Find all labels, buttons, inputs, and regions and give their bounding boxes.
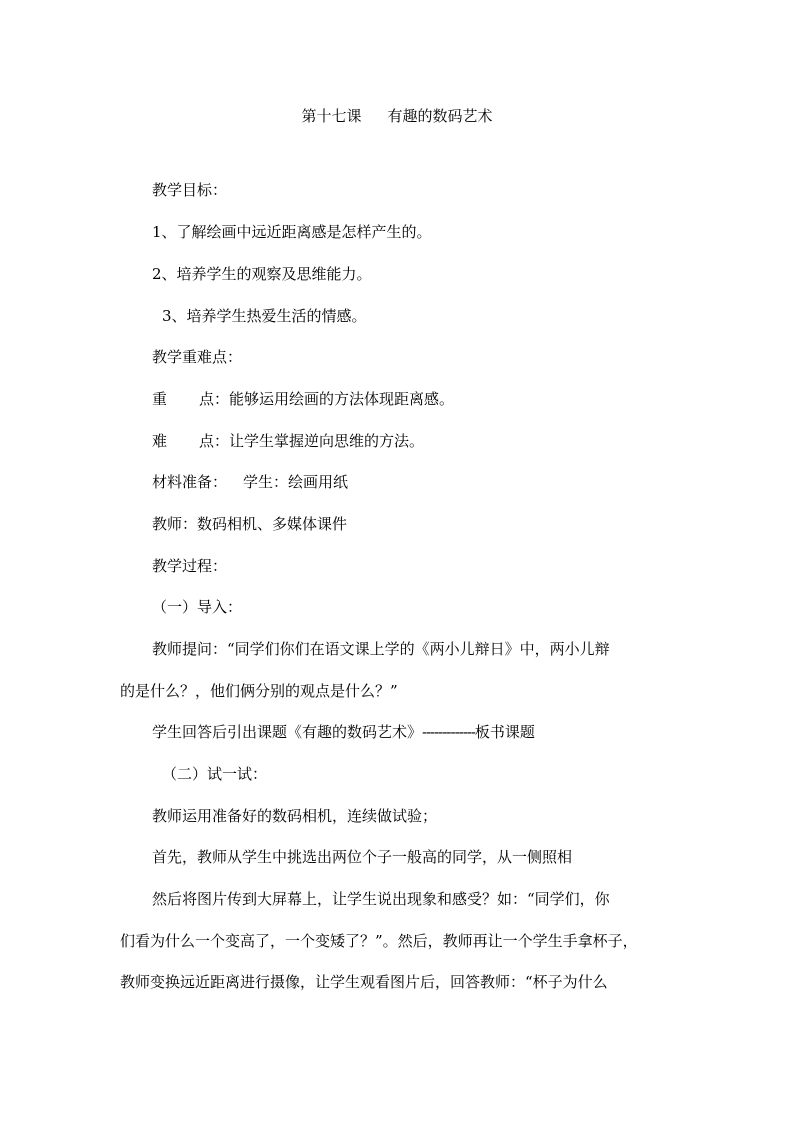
goal-2: 2、培养学生的观察及思维能力。 bbox=[152, 265, 372, 283]
first-line: 首先，教师从学生中挑选出两位个子一般高的同学，从一侧照相 bbox=[152, 848, 573, 866]
reply-text: 学生回答后引出课题《有趣的数码艺术》 bbox=[152, 723, 423, 741]
goal-3: 3、培养学生热爱生活的情感。 bbox=[162, 307, 367, 325]
then-line-1: 然后将图片传到大屏幕上，让学生说出现象和感受？如：“同学们，你 bbox=[152, 890, 610, 908]
materials-student: 学生：绘画用纸 bbox=[243, 473, 349, 491]
reply-board: 板书课题 bbox=[474, 723, 535, 741]
question-line-2: 的是什么？，他们俩分别的观点是什么？” bbox=[120, 682, 398, 700]
goal-1: 1、了解绘画中远近距离感是怎样产生的。 bbox=[152, 223, 432, 241]
step-2-heading: （二）试一试： bbox=[162, 765, 268, 783]
key-point bbox=[152, 389, 454, 409]
key-point-text: 点：能够运用绘画的方法体现距离感。 bbox=[199, 390, 455, 408]
hard-point bbox=[152, 431, 424, 451]
reply-line bbox=[152, 722, 535, 742]
key-point-label: 重 bbox=[152, 390, 168, 408]
process-heading: 教学过程： bbox=[152, 557, 228, 575]
materials-label: 材料准备： bbox=[152, 473, 228, 491]
reply-dash: ------------- bbox=[422, 723, 475, 741]
hard-point-text: 点：让学生掌握逆向思维的方法。 bbox=[199, 432, 425, 450]
lesson-number: 第十七课 bbox=[301, 107, 362, 125]
step-1-heading: （一）导入： bbox=[152, 598, 243, 616]
experiment-line: 教师运用准备好的数码相机，连续做试验； bbox=[152, 807, 438, 825]
teacher-materials: 教师：数码相机、多媒体课件 bbox=[152, 515, 348, 533]
then-line-3: 教师变换远近距离进行摄像，让学生观看图片后，回答教师：“杯子为什么 bbox=[120, 973, 608, 991]
materials bbox=[152, 472, 348, 492]
question-line-1: 教师提问：“同学们你们在语文课上学的《两小儿辩日》中，两小儿辩 bbox=[152, 640, 610, 658]
page-title bbox=[0, 106, 794, 126]
hard-point-label: 难 bbox=[152, 432, 168, 450]
lesson-name: 有趣的数码艺术 bbox=[387, 107, 493, 125]
key-heading: 教学重难点： bbox=[152, 348, 243, 366]
then-line-2: 们看为什么一个变高了，一个变矮了？”。然后，教师再让一个学生手拿杯子， bbox=[120, 932, 638, 950]
goals-heading: 教学目标： bbox=[152, 181, 228, 199]
